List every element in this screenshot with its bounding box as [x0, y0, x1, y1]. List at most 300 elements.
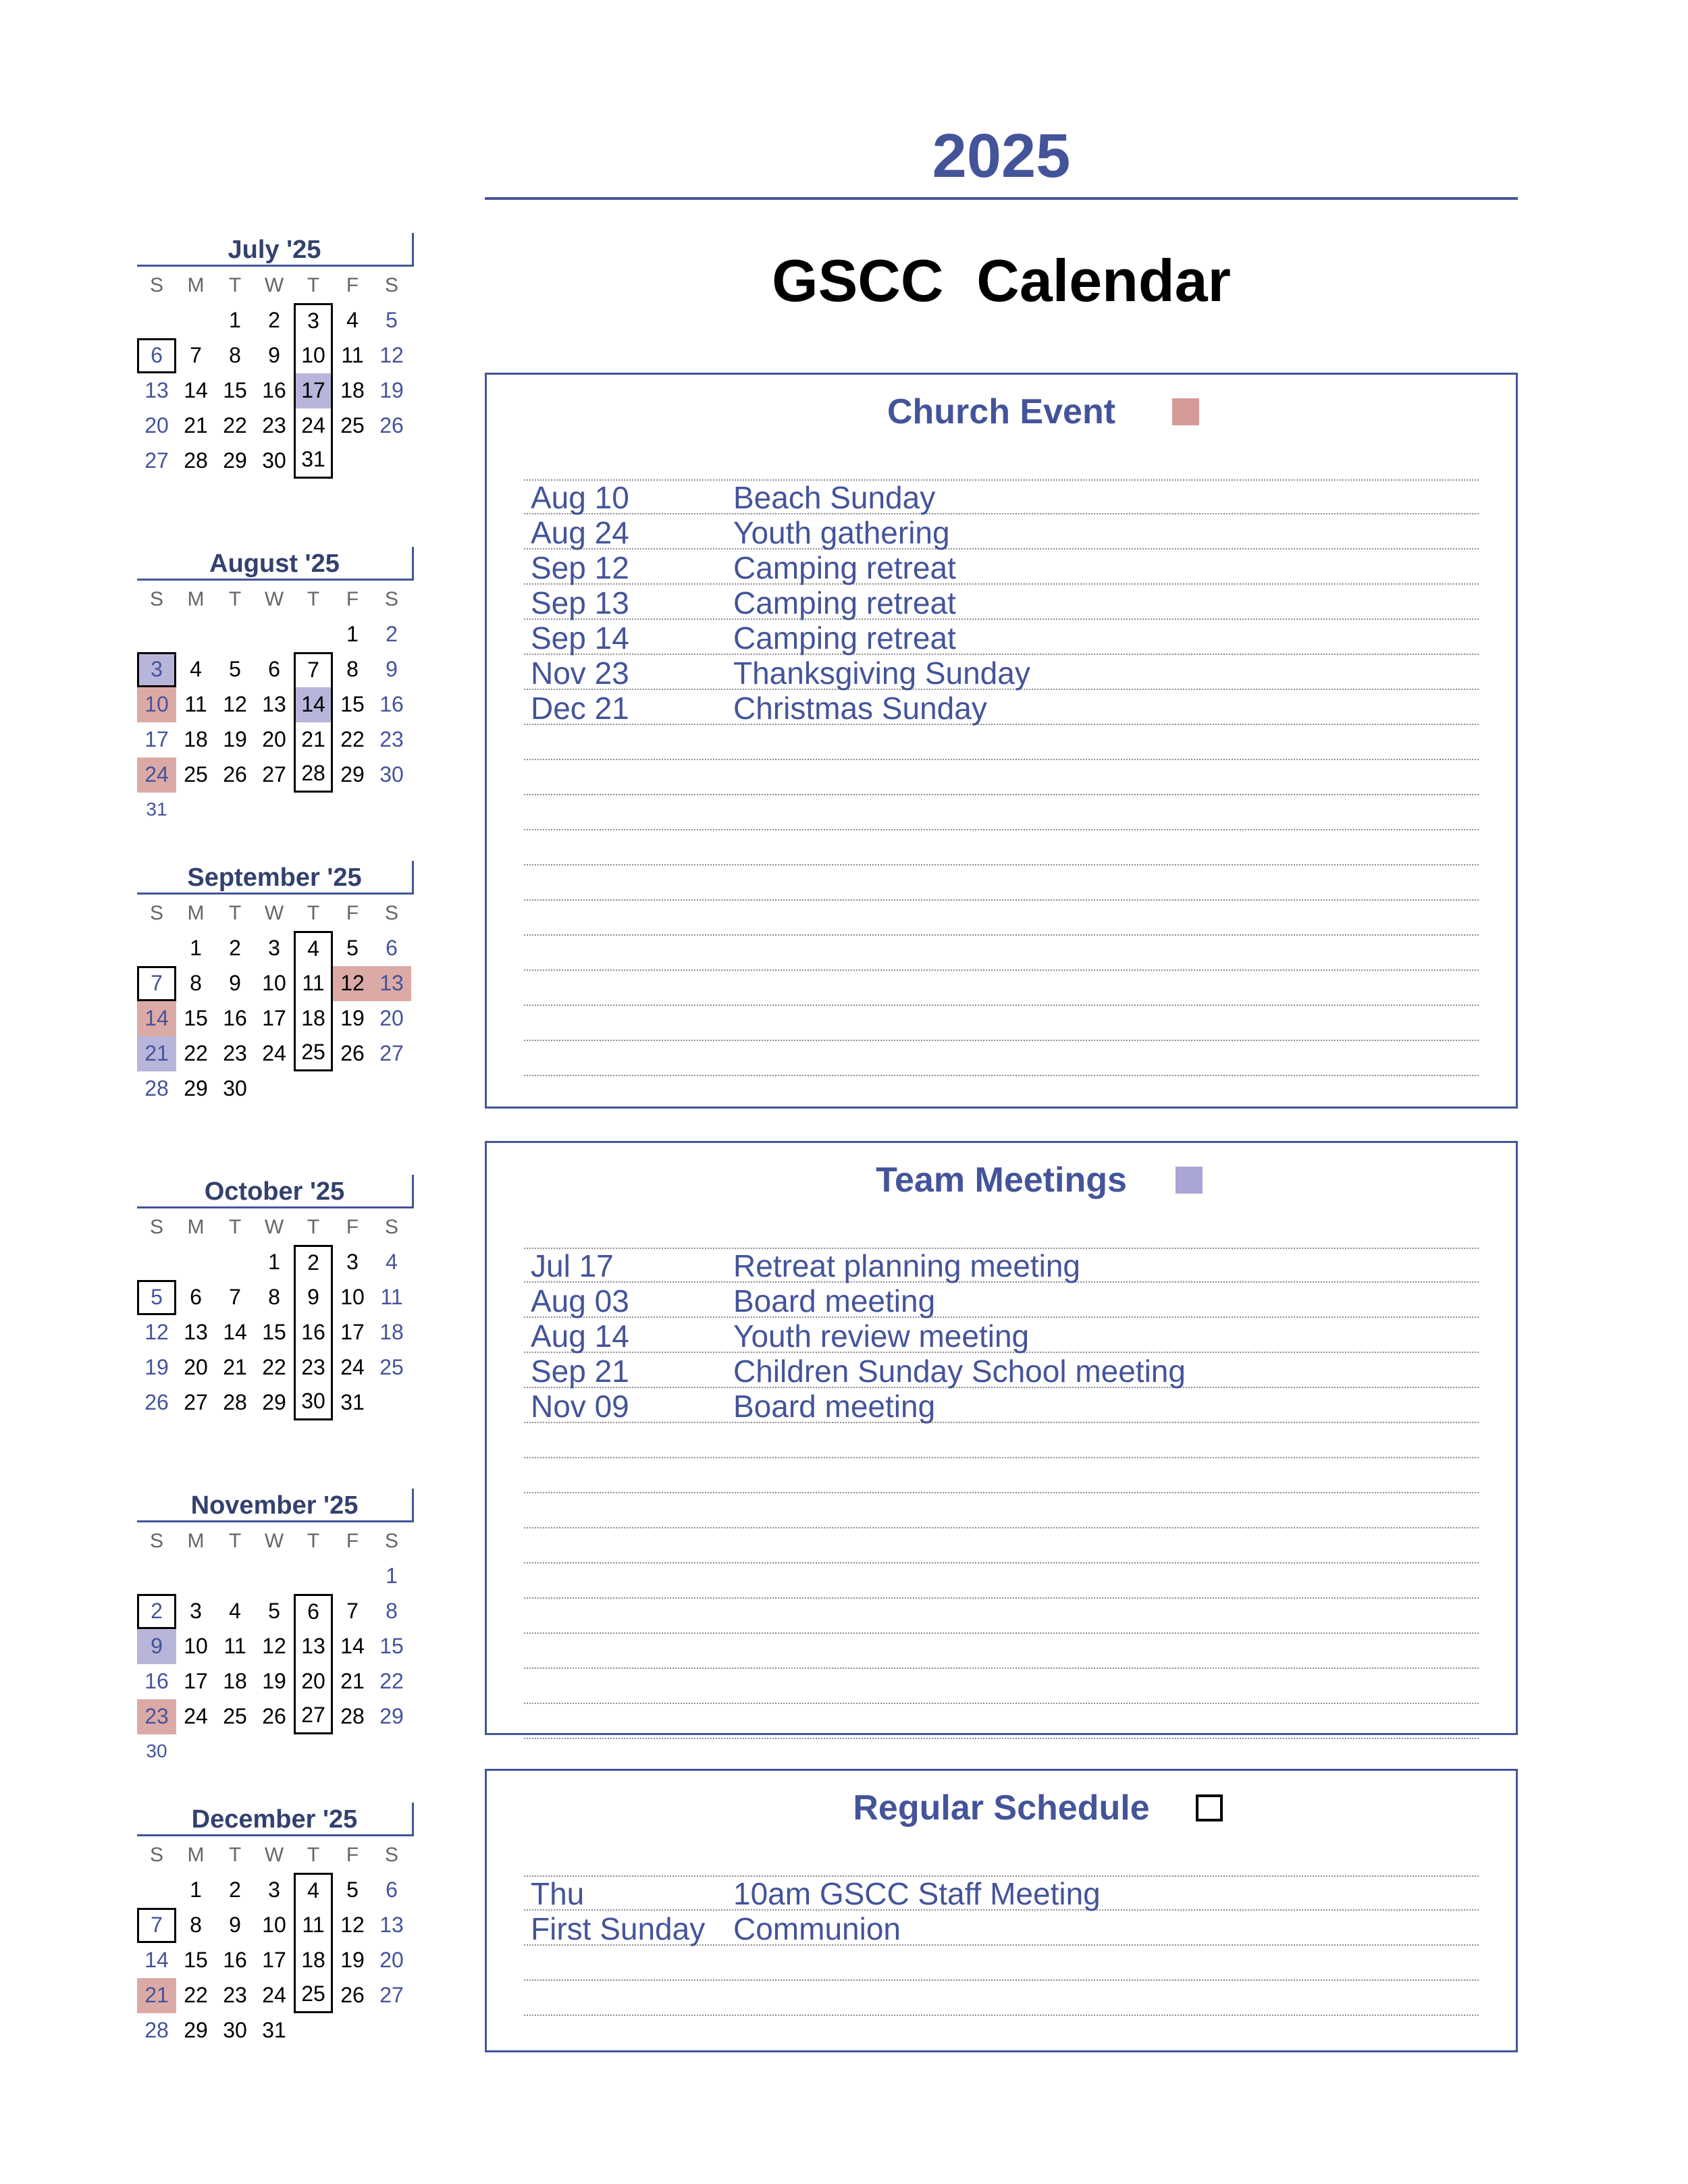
list-item — [524, 1388, 1479, 1423]
calendar-day: 17 — [294, 373, 333, 408]
calendar-day: 29 — [262, 1390, 286, 1414]
list-item — [524, 1564, 1479, 1599]
entry-description: 10am GSCC Staff Meeting — [733, 1876, 1101, 1911]
calendar-day: 18 — [340, 378, 365, 402]
calendar-day: 15 — [184, 1006, 208, 1030]
empty-day — [137, 303, 176, 338]
weekday-header: F — [346, 1844, 359, 1866]
weekday-header: M — [187, 588, 205, 610]
calendar-day: 23 — [294, 1350, 333, 1385]
calendar-day: 15 — [223, 378, 247, 402]
calendar-day: 30 — [262, 448, 286, 473]
calendar-day: 21 — [137, 1036, 176, 1071]
weekday-header: M — [187, 274, 205, 296]
calendar-day: 10 — [184, 1634, 208, 1658]
calendar-day: 1 — [346, 622, 359, 646]
calendar-day: 15 — [184, 1948, 208, 1972]
list-item — [524, 901, 1479, 936]
calendar-day: 8 — [268, 1285, 280, 1309]
month-title: September '25 — [137, 861, 414, 895]
calendar-day: 14 — [294, 687, 333, 722]
calendar-day: 1 — [386, 1564, 398, 1588]
calendar-day: 10 — [262, 1913, 286, 1937]
calendar-day: 8 — [190, 1913, 202, 1937]
weekday-header: T — [228, 1844, 242, 1866]
calendar-day: 21 — [184, 413, 208, 437]
weekday-header: S — [384, 1216, 398, 1238]
entry-list — [524, 1248, 1479, 1739]
calendar-day: 25 — [184, 762, 208, 787]
empty-day — [137, 931, 176, 966]
weekday-header: W — [264, 1844, 284, 1866]
weekday-header: S — [149, 1216, 163, 1238]
calendar-day: 21 — [223, 1355, 247, 1379]
calendar-day: 19 — [340, 1948, 365, 1972]
weekday-header: T — [307, 902, 320, 924]
calendar-day: 29 — [340, 762, 365, 787]
calendar-day: 6 — [268, 657, 280, 681]
calendar-day: 5 — [346, 936, 359, 960]
list-item — [524, 1634, 1479, 1669]
weekday-header: T — [228, 274, 242, 296]
calendar-day: 13 — [262, 692, 286, 716]
calendar-day: 16 — [144, 1669, 169, 1693]
entry-date: Thu — [531, 1876, 585, 1911]
empty-day — [215, 1245, 255, 1280]
calendar-day: 25 — [294, 1978, 333, 2013]
weekday-header: M — [187, 902, 205, 924]
calendar-day: 11 — [294, 1908, 333, 1943]
calendar-day: 5 — [268, 1599, 280, 1623]
calendar-day: 11 — [380, 1285, 403, 1309]
calendar-day: 8 — [346, 657, 359, 681]
year-divider — [485, 197, 1518, 200]
calendar-day: 26 — [144, 1390, 169, 1414]
mini-calendar — [137, 1489, 414, 1769]
entry-date: Aug 24 — [531, 515, 629, 550]
calendar-day: 26 — [223, 762, 247, 787]
calendar-day: 16 — [379, 692, 404, 716]
calendar-day: 9 — [229, 1913, 241, 1937]
calendar-day: 18 — [294, 1943, 333, 1978]
calendar-day: 11 — [184, 692, 207, 716]
calendar-day: 20 — [294, 1664, 333, 1699]
weekday-header: M — [187, 1530, 205, 1552]
list-item — [524, 1946, 1479, 1981]
calendar-day: 9 — [229, 971, 241, 995]
calendar-day: 2 — [229, 936, 241, 960]
empty-day — [137, 617, 176, 652]
calendar-day: 9 — [268, 343, 280, 367]
calendar-day: 7 — [229, 1285, 241, 1309]
empty-day — [294, 617, 333, 652]
calendar-day: 28 — [144, 1076, 169, 1100]
calendar-day: 16 — [294, 1315, 333, 1350]
calendar-day: 26 — [340, 1983, 365, 2007]
calendar-day: 23 — [379, 727, 404, 751]
list-item — [524, 479, 1479, 514]
weekday-header: S — [149, 588, 163, 610]
schedule-panel — [485, 1769, 1518, 2052]
list-item — [524, 1981, 1479, 2016]
calendar-day: 10 — [137, 687, 176, 722]
calendar-day: 18 — [379, 1320, 404, 1344]
entry-date: Sep 12 — [531, 550, 629, 585]
calendar-day: 2 — [137, 1594, 176, 1629]
calendar-day: 23 — [137, 1699, 176, 1734]
calendar-day: 16 — [262, 378, 286, 402]
calendar-day: 28 — [144, 2018, 169, 2042]
calendar-day: 23 — [223, 1983, 247, 2007]
calendar-day: 24 — [184, 1704, 208, 1728]
calendar-day: 1 — [229, 308, 241, 332]
empty-day — [333, 1559, 372, 1594]
empty-day — [255, 617, 294, 652]
empty-day — [176, 1559, 215, 1594]
calendar-day: 12 — [223, 692, 247, 716]
weekday-header: S — [149, 274, 163, 296]
weekday-header: F — [346, 1216, 359, 1238]
calendar-day: 9 — [386, 657, 398, 681]
calendar-day: 28 — [223, 1390, 247, 1414]
list-item — [524, 620, 1479, 655]
calendar-day: 17 — [340, 1320, 365, 1344]
empty-day — [176, 617, 215, 652]
list-item — [524, 1318, 1479, 1353]
legend-swatch-icon — [1196, 1794, 1223, 1821]
calendar-day: 6 — [294, 1594, 333, 1629]
weekday-header: F — [346, 902, 359, 924]
entry-date: Nov 09 — [531, 1389, 629, 1424]
legend-swatch-icon — [1176, 1167, 1203, 1194]
calendar-day: 20 — [379, 1006, 404, 1030]
entry-description: Christmas Sunday — [733, 691, 987, 726]
calendar-day: 20 — [379, 1948, 404, 1972]
calendar-day: 31 — [262, 2018, 286, 2042]
calendar-day: 29 — [223, 448, 247, 473]
weekday-header: T — [228, 1216, 242, 1238]
weekday-header: S — [149, 902, 163, 924]
calendar-day: 18 — [184, 727, 208, 751]
calendar-day: 24 — [262, 1983, 286, 2007]
calendar-day: 29 — [184, 1076, 208, 1100]
calendar-day: 30 — [223, 2018, 247, 2042]
calendar-day: 27 — [262, 762, 286, 787]
calendar-day: 2 — [268, 308, 280, 332]
calendar-day: 22 — [184, 1983, 208, 2007]
list-item — [524, 1911, 1479, 1946]
calendar-day: 17 — [262, 1948, 286, 1972]
list-item — [524, 690, 1479, 725]
list-item — [524, 1599, 1479, 1634]
calendar-day: 7 — [137, 1908, 176, 1943]
entry-date: Jul 17 — [531, 1248, 614, 1283]
list-item — [524, 725, 1479, 760]
calendar-day: 1 — [190, 936, 202, 960]
list-item — [524, 585, 1479, 620]
calendar-day: 19 — [144, 1355, 169, 1379]
calendar-day: 13 — [372, 966, 411, 1001]
calendar-day: 10 — [262, 971, 286, 995]
calendar-day: 15 — [262, 1320, 286, 1344]
list-item — [524, 1458, 1479, 1493]
calendar-day: 22 — [340, 727, 365, 751]
empty-day — [176, 303, 215, 338]
entry-list — [524, 479, 1479, 1076]
calendar-day: 30 — [223, 1076, 247, 1100]
calendar-day: 26 — [340, 1041, 365, 1065]
month-title: July '25 — [137, 233, 414, 267]
weekday-header: M — [187, 1844, 205, 1866]
calendar-day: 2 — [294, 1245, 333, 1280]
calendar-day: 21 — [294, 722, 333, 757]
entry-date: First Sunday — [531, 1911, 706, 1946]
calendar-day: 12 — [379, 343, 404, 367]
calendar-day: 28 — [184, 448, 208, 473]
calendar-day: 19 — [223, 727, 247, 751]
weekday-header: T — [228, 1530, 242, 1552]
weekday-header: S — [149, 1844, 163, 1866]
calendar-day: 22 — [262, 1355, 286, 1379]
weekday-header: T — [307, 274, 320, 296]
calendar-day: 2 — [386, 622, 398, 646]
calendar-day: 30 — [146, 1740, 167, 1761]
entry-description: Children Sunday School meeting — [733, 1354, 1186, 1389]
calendar-day: 7 — [294, 652, 333, 687]
calendar-day: 27 — [184, 1390, 208, 1414]
calendar-day: 26 — [379, 413, 404, 437]
calendar-day: 18 — [223, 1669, 247, 1693]
list-item — [524, 795, 1479, 830]
calendar-day: 8 — [190, 971, 202, 995]
calendar-day: 14 — [144, 1948, 169, 1972]
mini-calendar — [137, 1175, 414, 1420]
calendar-day: 21 — [137, 1978, 176, 2013]
weekday-header: S — [384, 588, 398, 610]
calendar-day: 29 — [379, 1704, 404, 1728]
calendar-day: 14 — [340, 1634, 365, 1658]
entry-description: Communion — [733, 1911, 901, 1946]
list-item — [524, 830, 1479, 865]
calendar-day: 24 — [262, 1041, 286, 1065]
entry-description: Board meeting — [733, 1283, 936, 1319]
entry-description: Camping retreat — [733, 620, 956, 656]
weekday-header: M — [187, 1216, 205, 1238]
weekday-header: T — [228, 902, 242, 924]
calendar-day: 27 — [379, 1041, 404, 1065]
entry-date: Sep 13 — [531, 585, 629, 620]
weekday-header: S — [384, 1844, 398, 1866]
month-title: November '25 — [137, 1489, 414, 1522]
weekday-header: T — [307, 1216, 320, 1238]
empty-day — [215, 617, 255, 652]
calendar-day: 22 — [379, 1669, 404, 1693]
calendar-day: 12 — [340, 1913, 365, 1937]
list-item — [524, 1875, 1479, 1911]
empty-day — [176, 1245, 215, 1280]
calendar-day: 12 — [262, 1634, 286, 1658]
schedule-panel — [485, 1141, 1518, 1735]
calendar-day: 17 — [262, 1006, 286, 1030]
list-item — [524, 1248, 1479, 1283]
calendar-day: 31 — [146, 799, 167, 820]
calendar-day: 4 — [346, 308, 359, 332]
calendar-day: 17 — [144, 727, 169, 751]
weekday-header: T — [228, 588, 242, 610]
list-item — [524, 865, 1479, 901]
entry-description: Camping retreat — [733, 550, 956, 585]
calendar-day: 5 — [229, 657, 241, 681]
calendar-day: 25 — [294, 1036, 333, 1071]
calendar-day: 21 — [340, 1669, 365, 1693]
calendar-day: 19 — [262, 1669, 286, 1693]
panel-title: Church Event — [887, 392, 1116, 431]
list-item — [524, 514, 1479, 550]
calendar-day: 3 — [294, 303, 333, 338]
calendar-day: 7 — [137, 966, 176, 1001]
calendar-day: 25 — [379, 1355, 404, 1379]
calendar-day: 14 — [223, 1320, 247, 1344]
calendar-day: 30 — [379, 762, 404, 787]
month-title: December '25 — [137, 1803, 414, 1836]
entry-description: Youth gathering — [733, 515, 950, 550]
calendar-day: 11 — [223, 1634, 246, 1658]
calendar-day: 6 — [190, 1285, 202, 1309]
entry-description: Board meeting — [733, 1389, 936, 1424]
calendar-day: 19 — [379, 378, 404, 402]
list-item — [524, 760, 1479, 795]
panel-header — [487, 388, 1516, 435]
month-title: August '25 — [137, 547, 414, 581]
list-item — [524, 1041, 1479, 1076]
empty-day — [294, 1559, 333, 1594]
list-item — [524, 1493, 1479, 1528]
calendar-day: 15 — [379, 1634, 404, 1658]
calendar-day: 20 — [262, 727, 286, 751]
list-item — [524, 1669, 1479, 1704]
calendar-day: 26 — [262, 1704, 286, 1728]
calendar-day: 20 — [144, 413, 169, 437]
weekday-header: W — [264, 1216, 284, 1238]
calendar-day: 6 — [137, 338, 176, 373]
empty-day — [137, 1559, 176, 1594]
entry-date: Sep 14 — [531, 620, 629, 656]
list-item — [524, 936, 1479, 971]
calendar-day: 23 — [223, 1041, 247, 1065]
calendar-day: 15 — [340, 692, 365, 716]
calendar-day: 17 — [184, 1669, 208, 1693]
calendar-day: 12 — [144, 1320, 169, 1344]
calendar-day: 19 — [340, 1006, 365, 1030]
calendar-day: 5 — [386, 308, 398, 332]
calendar-day: 14 — [137, 1001, 176, 1036]
calendar-day: 7 — [190, 343, 202, 367]
entry-date: Sep 21 — [531, 1354, 629, 1389]
page-title: GSCC Calendar — [772, 247, 1231, 314]
mini-calendar — [137, 861, 414, 1107]
calendar-day: 13 — [184, 1320, 208, 1344]
calendar-day: 11 — [341, 343, 364, 367]
entry-description: Retreat planning meeting — [733, 1248, 1080, 1283]
calendar-day: 3 — [268, 936, 280, 960]
entry-date: Aug 14 — [531, 1319, 629, 1354]
list-item — [524, 550, 1479, 585]
entry-date: Nov 23 — [531, 656, 629, 691]
calendar-day: 4 — [190, 657, 202, 681]
calendar-day: 3 — [268, 1877, 280, 1902]
entry-description: Camping retreat — [733, 585, 956, 620]
year-heading: 2025 — [932, 122, 1071, 190]
panel-title: Team Meetings — [876, 1161, 1127, 1200]
calendar-day: 24 — [340, 1355, 365, 1379]
calendar-day: 23 — [262, 413, 286, 437]
calendar-day: 9 — [294, 1280, 333, 1315]
calendar-day: 22 — [223, 413, 247, 437]
entry-description: Beach Sunday — [733, 480, 936, 515]
calendar-day: 14 — [184, 378, 208, 402]
calendar-day: 28 — [294, 757, 333, 793]
calendar-day: 6 — [386, 936, 398, 960]
panel-header — [487, 1784, 1516, 1832]
calendar-day: 25 — [223, 1704, 247, 1728]
calendar-day: 20 — [184, 1355, 208, 1379]
calendar-day: 10 — [340, 1285, 365, 1309]
weekday-header: T — [307, 588, 320, 610]
weekday-header: S — [384, 902, 398, 924]
weekday-header: F — [346, 274, 359, 296]
calendar-day: 16 — [223, 1006, 247, 1030]
legend-swatch-icon — [1172, 398, 1199, 425]
calendar-day: 2 — [229, 1877, 241, 1902]
panel-title: Regular Schedule — [853, 1788, 1150, 1828]
weekday-header: F — [346, 1530, 359, 1552]
calendar-day: 3 — [137, 652, 176, 687]
weekday-header: W — [264, 588, 284, 610]
calendar-day: 4 — [294, 1873, 333, 1908]
calendar-day: 4 — [386, 1250, 398, 1274]
list-item — [524, 971, 1479, 1006]
calendar-day: 10 — [294, 338, 333, 373]
weekday-header: S — [384, 274, 398, 296]
calendar-day: 3 — [346, 1250, 359, 1274]
calendar-day: 27 — [379, 1983, 404, 2007]
calendar-day: 4 — [294, 931, 333, 966]
calendar-day: 30 — [294, 1385, 333, 1420]
weekday-header: S — [149, 1530, 163, 1552]
calendar-day: 5 — [137, 1280, 176, 1315]
calendar-day: 22 — [184, 1041, 208, 1065]
list-item — [524, 1283, 1479, 1318]
weekday-header: W — [264, 1530, 284, 1552]
list-item — [524, 1006, 1479, 1041]
mini-calendar — [137, 233, 414, 479]
entry-description: Thanksgiving Sunday — [733, 656, 1030, 691]
weekday-header: S — [384, 1530, 398, 1552]
entry-date: Aug 03 — [531, 1283, 629, 1319]
weekday-header: T — [307, 1844, 320, 1866]
calendar-day: 8 — [229, 343, 241, 367]
calendar-day: 7 — [346, 1599, 359, 1623]
list-item — [524, 1528, 1479, 1564]
weekday-header: T — [307, 1530, 320, 1552]
calendar-day: 18 — [294, 1001, 333, 1036]
calendar-day: 24 — [137, 757, 176, 793]
empty-day — [255, 1559, 294, 1594]
mini-calendar — [137, 547, 414, 828]
list-item — [524, 655, 1479, 690]
calendar-day: 8 — [386, 1599, 398, 1623]
calendar-day: 3 — [190, 1599, 202, 1623]
